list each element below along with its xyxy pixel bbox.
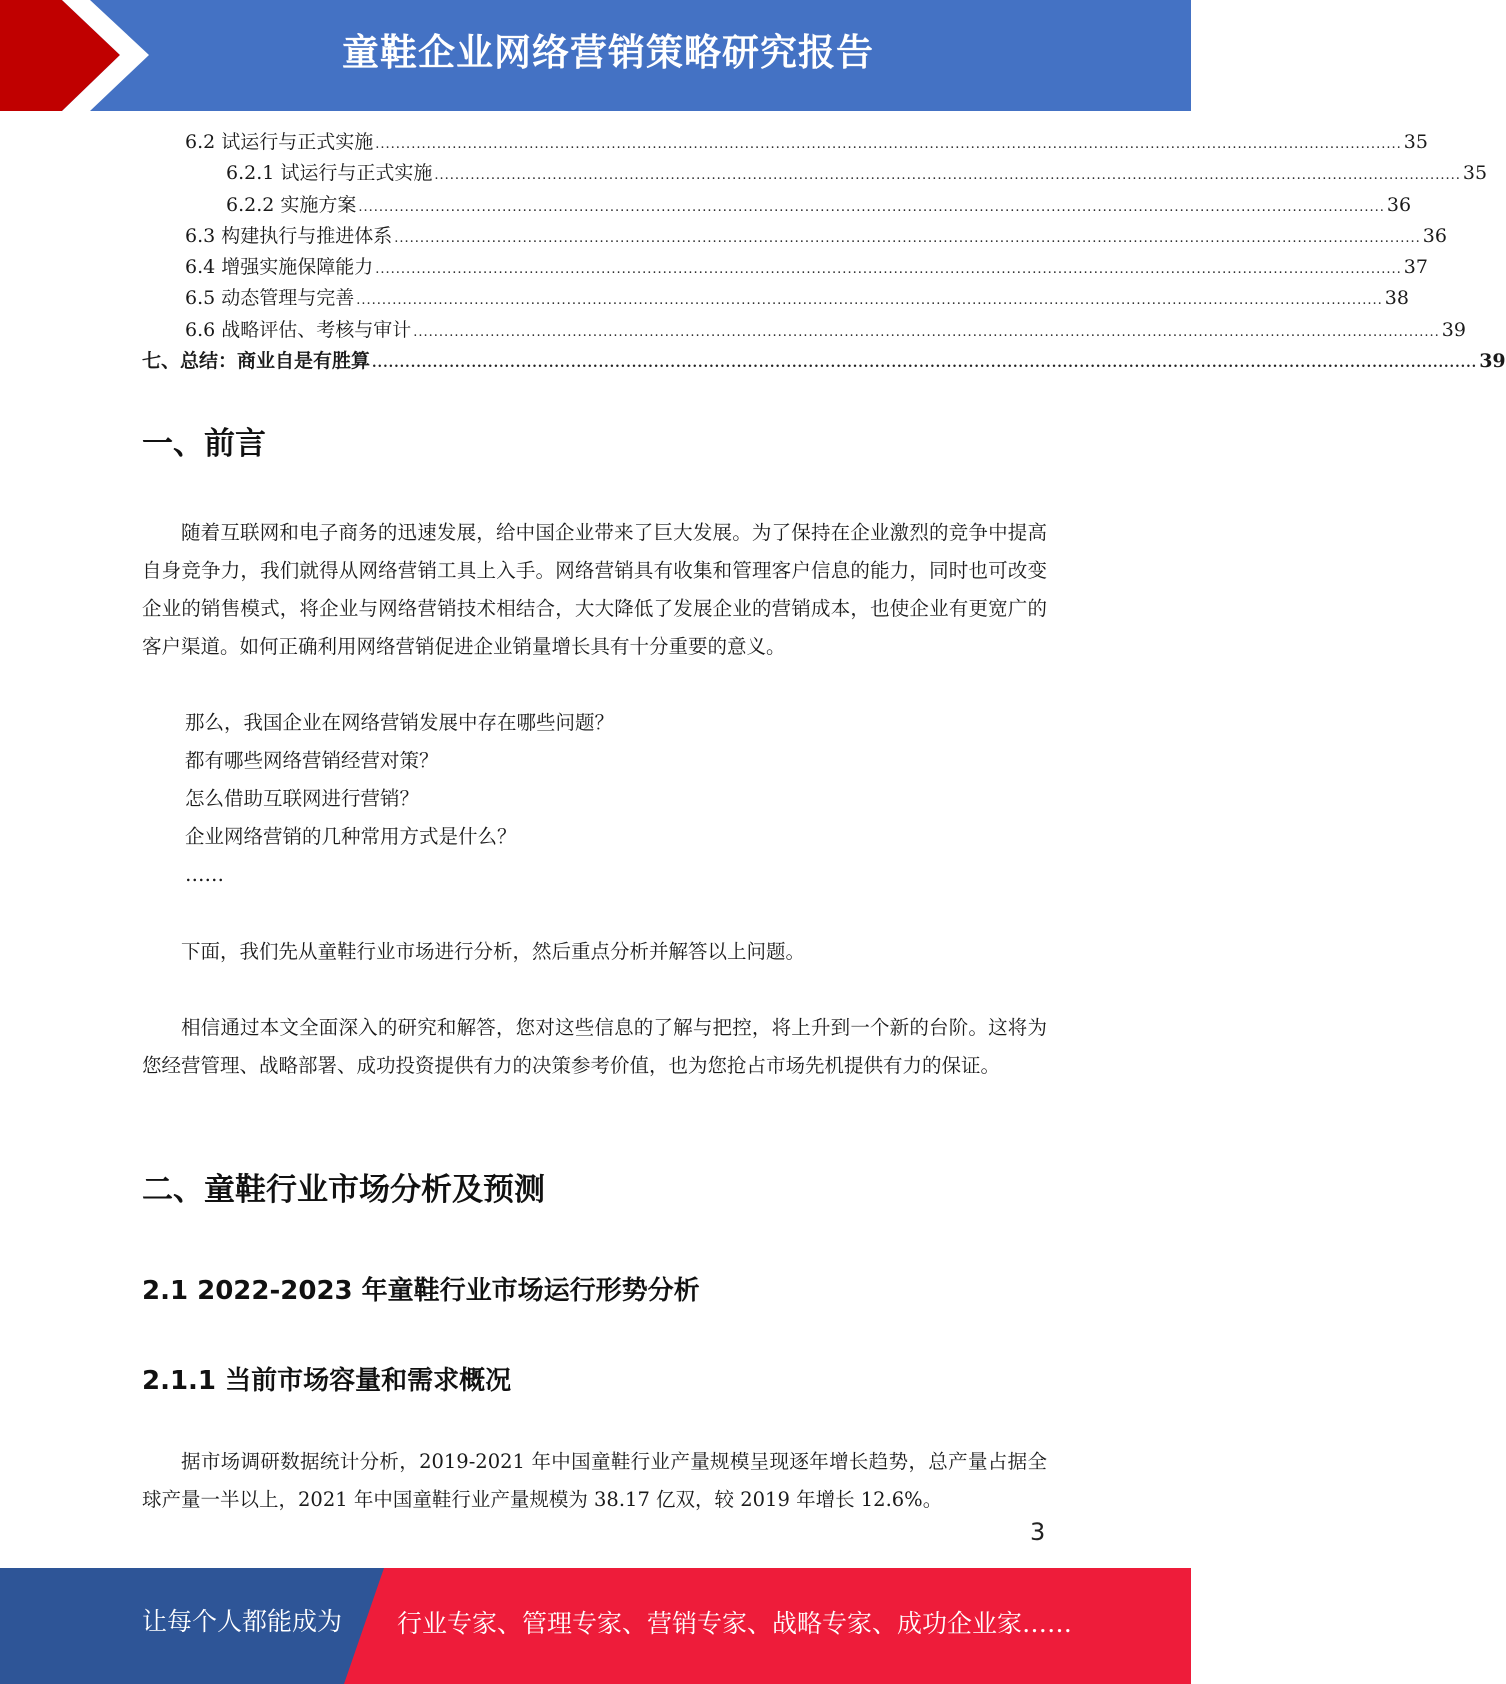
toc-leader-dots: ........................................................................................................................................................................................................ bbox=[394, 230, 1421, 246]
page-number: 3 bbox=[1030, 1518, 1046, 1546]
toc-entry-page: 35 bbox=[1462, 162, 1488, 185]
toc-entry-page: 36 bbox=[1422, 224, 1447, 247]
footer-slogan-left: 让每个人都能成为 bbox=[142, 1607, 343, 1636]
report-title: 童鞋企业网络营销策略研究报告 bbox=[342, 31, 874, 74]
table-of-contents bbox=[142, 127, 1506, 377]
question-item: 怎么借助互联网进行营销？ bbox=[185, 787, 420, 810]
toc-entry[interactable] bbox=[142, 221, 1447, 252]
section-heading-preface: 一、前言 bbox=[142, 426, 266, 462]
toc-entry-page: 39 bbox=[1441, 318, 1466, 341]
toc-entry[interactable] bbox=[142, 190, 1412, 221]
toc-leader-dots: ........................................................................................................................................................................................................ bbox=[356, 293, 1383, 309]
toc-entry-page: 39 bbox=[1479, 350, 1506, 373]
toc-entry[interactable] bbox=[142, 127, 1428, 158]
toc-entry[interactable] bbox=[142, 315, 1466, 346]
toc-leader-dots: ........................................................................................................................................................................................................ bbox=[375, 262, 1402, 278]
section-heading-market: 二、童鞋行业市场分析及预测 bbox=[142, 1172, 545, 1208]
toc-entry-label: 6.3 构建执行与推进体系 bbox=[185, 224, 393, 247]
toc-entry-label: 6.2.2 实施方案 bbox=[226, 193, 357, 216]
toc-entry-label: 6.6 战略评估、考核与审计 bbox=[185, 318, 412, 341]
question-item: …… bbox=[185, 863, 224, 886]
toc-leader-dots: ........................................................................................................................................................................................................ bbox=[375, 137, 1402, 152]
footer-band bbox=[0, 1568, 1191, 1684]
toc-entry-label: 七、总结：商业自是有胜算 bbox=[142, 350, 371, 373]
preface-paragraph: 随着互联网和电子商务的迅速发展，给中国企业带来了巨大发展。为了保持在企业激烈的竞争中提高自身竞争力，我们就得从网络营销工具上入手。网络营销具有收集和管理客户信息的能力，同时也可改变企业的销售模式，将企业与网络营销技术相结合，大大降低了发展企业的营销成本，也使企业有更宽广的客户渠道。如何正确利用网络营销促进企业销量增长具有十分重要的意义。 bbox=[142, 521, 1047, 658]
header-band bbox=[0, 0, 1191, 111]
toc-leader-dots: ........................................................................................................................................................................................................ bbox=[372, 356, 1478, 372]
toc-leader-dots: ........................................................................................................................................................................................................ bbox=[413, 324, 1440, 340]
toc-entry-page: 35 bbox=[1403, 131, 1428, 153]
subsection-heading: 2.1 2022-2023 年童鞋行业市场运行形势分析 bbox=[142, 1276, 700, 1306]
toc-entry[interactable] bbox=[142, 283, 1409, 314]
question-list bbox=[185, 704, 614, 894]
toc-entry-label: 6.4 增强实施保障能力 bbox=[185, 256, 374, 279]
toc-entry-page: 38 bbox=[1384, 287, 1409, 310]
question-item: 企业网络营销的几种常用方式是什么？ bbox=[185, 825, 517, 848]
footer-slogan-right: 行业专家、管理专家、营销专家、战略专家、成功企业家…… bbox=[397, 1609, 1073, 1638]
toc-entry[interactable] bbox=[142, 252, 1428, 283]
toc-entry[interactable] bbox=[142, 346, 1506, 377]
value-paragraph: 相信通过本文全面深入的研究和解答，您对这些信息的了解与把控，将上升到一个新的台阶。这将为您经营管理、战略部署、成功投资提供有力的决策参考价值，也为您抢占市场先机提供有力的保证。 bbox=[142, 1016, 1047, 1077]
market-paragraph: 据市场调研数据统计分析，2019-2021 年中国童鞋行业产量规模呈现逐年增长趋势，总产量占据全球产量一半以上，2021 年中国童鞋行业产量规模为 38.17 亿双，较 2019 年增长 12.6%。 bbox=[142, 1450, 1047, 1511]
toc-entry-label: 6.5 动态管理与完善 bbox=[185, 287, 355, 310]
question-item: 都有哪些网络营销经营对策？ bbox=[185, 749, 439, 772]
toc-entry[interactable] bbox=[142, 158, 1488, 189]
question-item: 那么，我国企业在网络营销发展中存在哪些问题？ bbox=[185, 711, 615, 734]
toc-leader-dots: ........................................................................................................................................................................................................ bbox=[434, 168, 1461, 184]
toc-leader-dots: ........................................................................................................................................................................................................ bbox=[358, 199, 1385, 215]
toc-entry-label: 6.2.1 试运行与正式实施 bbox=[226, 162, 433, 185]
toc-entry-label: 6.2 试运行与正式实施 bbox=[185, 131, 374, 153]
subsubsection-heading: 2.1.1 当前市场容量和需求概况 bbox=[142, 1366, 512, 1396]
intro-paragraph: 下面，我们先从童鞋行业市场进行分析，然后重点分析并解答以上问题。 bbox=[181, 940, 806, 963]
toc-entry-page: 36 bbox=[1386, 193, 1412, 216]
toc-entry-page: 37 bbox=[1403, 256, 1428, 279]
